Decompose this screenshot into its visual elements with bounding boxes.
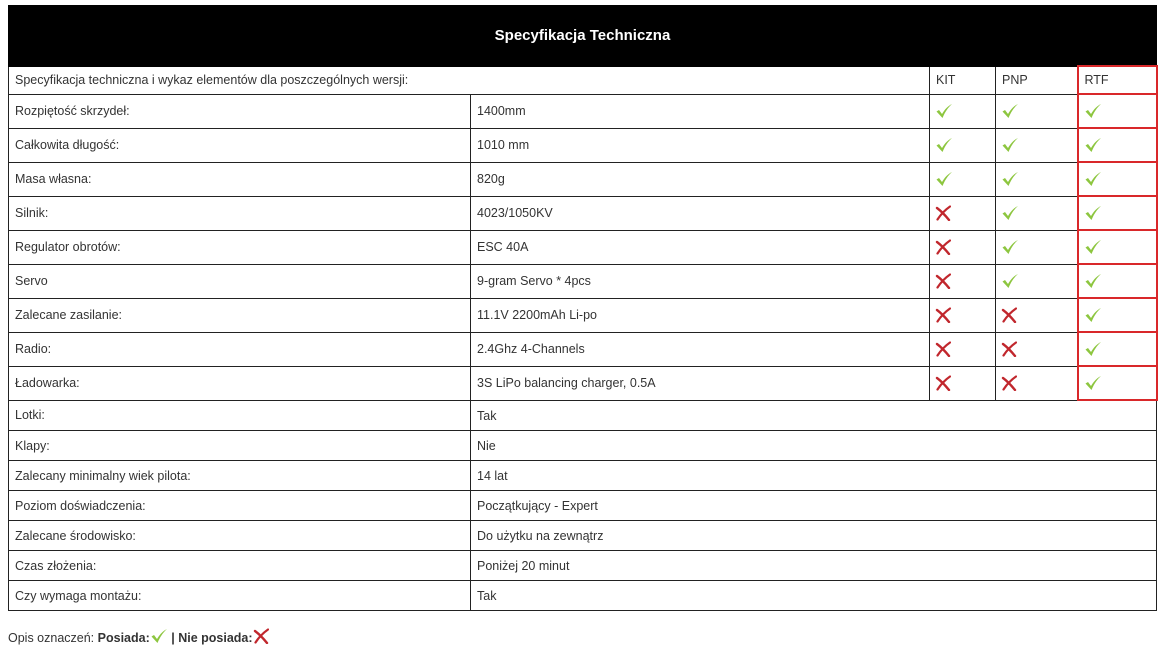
table-row: [9, 551, 1157, 581]
rtf-availability: [1078, 128, 1157, 162]
check-icon: [1084, 205, 1102, 221]
cross-icon: [935, 273, 951, 289]
table-row: [9, 332, 1157, 366]
spec-label: Całkowita długość:: [9, 128, 471, 162]
spec-label: Lotki:: [9, 400, 471, 431]
kit-availability: [930, 128, 996, 162]
spec-label: Regulator obrotów:: [9, 230, 471, 264]
legend-not-label: Nie posiada:: [178, 631, 253, 645]
cross-icon: [935, 239, 951, 255]
check-icon: [1001, 273, 1019, 289]
table-row: [9, 431, 1157, 461]
table-row: [9, 94, 1157, 128]
version-rtf-header: RTF: [1078, 66, 1157, 94]
cross-icon: [1001, 375, 1017, 391]
spec-value: Tak: [471, 400, 1157, 431]
check-icon: [1001, 171, 1019, 187]
spec-value: 4023/1050KV: [471, 196, 930, 230]
cross-icon: [1001, 307, 1017, 323]
spec-label: Servo: [9, 264, 471, 298]
kit-availability: [930, 94, 996, 128]
rtf-availability: [1078, 94, 1157, 128]
version-pnp-header: PNP: [996, 66, 1078, 94]
spec-value: 1010 mm: [471, 128, 930, 162]
version-kit-header: KIT: [930, 66, 996, 94]
pnp-availability: [996, 264, 1078, 298]
table-row: [9, 581, 1157, 611]
versions-header-row: [9, 66, 1157, 94]
spec-value: Nie: [471, 431, 1157, 461]
cross-icon: [935, 341, 951, 357]
check-icon: [150, 628, 168, 644]
check-icon: [1001, 137, 1019, 153]
spec-value: 3S LiPo balancing charger, 0.5A: [471, 366, 930, 400]
rtf-availability: [1078, 332, 1157, 366]
table-row: [9, 521, 1157, 551]
spec-label: Rozpiętość skrzydeł:: [9, 94, 471, 128]
check-icon: [1001, 205, 1019, 221]
check-icon: [1084, 307, 1102, 323]
rtf-availability: [1078, 298, 1157, 332]
table-row: [9, 491, 1157, 521]
check-icon: [1084, 171, 1102, 187]
check-icon: [1084, 103, 1102, 119]
pnp-availability: [996, 332, 1078, 366]
spec-value: 2.4Ghz 4-Channels: [471, 332, 930, 366]
spec-value: 14 lat: [471, 461, 1157, 491]
legend-has-label: Posiada:: [97, 631, 150, 645]
spec-label: Masa własna:: [9, 162, 471, 196]
legend-prefix: Opis oznaczeń:: [8, 631, 98, 645]
legend-separator: |: [167, 631, 179, 645]
spec-table-body: [9, 66, 1157, 611]
table-row: [9, 400, 1157, 431]
check-icon: [935, 171, 953, 187]
spec-value: Początkujący - Expert: [471, 491, 1157, 521]
spec-label: Czas złożenia:: [9, 551, 471, 581]
table-title: Specyfikacja Techniczna: [9, 6, 1157, 67]
cross-icon: [253, 628, 269, 644]
pnp-availability: [996, 162, 1078, 196]
spec-label: Zalecany minimalny wiek pilota:: [9, 461, 471, 491]
check-icon: [1001, 239, 1019, 255]
spec-value: 9-gram Servo * 4pcs: [471, 264, 930, 298]
spec-label: Zalecane środowisko:: [9, 521, 471, 551]
cross-icon: [1001, 341, 1017, 357]
kit-availability: [930, 264, 996, 298]
spec-value: 11.1V 2200mAh Li-po: [471, 298, 930, 332]
check-icon: [1084, 375, 1102, 391]
pnp-availability: [996, 196, 1078, 230]
check-icon: [935, 103, 953, 119]
pnp-availability: [996, 366, 1078, 400]
rtf-availability: [1078, 230, 1157, 264]
cross-icon: [935, 375, 951, 391]
table-row: [9, 264, 1157, 298]
kit-availability: [930, 230, 996, 264]
pnp-availability: [996, 298, 1078, 332]
spec-label: Zalecane zasilanie:: [9, 298, 471, 332]
cross-icon: [935, 205, 951, 221]
spec-table: [8, 5, 1158, 611]
kit-availability: [930, 162, 996, 196]
check-icon: [1084, 273, 1102, 289]
check-icon: [935, 137, 953, 153]
pnp-availability: [996, 230, 1078, 264]
spec-label: Radio:: [9, 332, 471, 366]
table-row: [9, 298, 1157, 332]
table-row: [9, 162, 1157, 196]
rtf-availability: [1078, 196, 1157, 230]
spec-value: 820g: [471, 162, 930, 196]
rtf-availability: [1078, 162, 1157, 196]
spec-value: Poniżej 20 minut: [471, 551, 1157, 581]
table-row: [9, 230, 1157, 264]
kit-availability: [930, 332, 996, 366]
spec-value: 1400mm: [471, 94, 930, 128]
pnp-availability: [996, 94, 1078, 128]
spec-label: Poziom doświadczenia:: [9, 491, 471, 521]
spec-label: Ładowarka:: [9, 366, 471, 400]
rtf-availability: [1078, 366, 1157, 400]
check-icon: [1001, 103, 1019, 119]
check-icon: [1084, 341, 1102, 357]
table-row: [9, 196, 1157, 230]
check-icon: [1084, 239, 1102, 255]
check-icon: [1084, 137, 1102, 153]
versions-header-label: Specyfikacja techniczna i wykaz elementów dla poszczególnych wersji:: [9, 66, 930, 94]
spec-label: Silnik:: [9, 196, 471, 230]
spec-value: Do użytku na zewnątrz: [471, 521, 1157, 551]
table-row: [9, 366, 1157, 400]
kit-availability: [930, 196, 996, 230]
spec-value: Tak: [471, 581, 1157, 611]
table-row: [9, 128, 1157, 162]
legend: [8, 628, 269, 645]
table-row: [9, 461, 1157, 491]
rtf-availability: [1078, 264, 1157, 298]
pnp-availability: [996, 128, 1078, 162]
spec-label: Czy wymaga montażu:: [9, 581, 471, 611]
spec-value: ESC 40A: [471, 230, 930, 264]
kit-availability: [930, 366, 996, 400]
cross-icon: [935, 307, 951, 323]
kit-availability: [930, 298, 996, 332]
spec-label: Klapy:: [9, 431, 471, 461]
